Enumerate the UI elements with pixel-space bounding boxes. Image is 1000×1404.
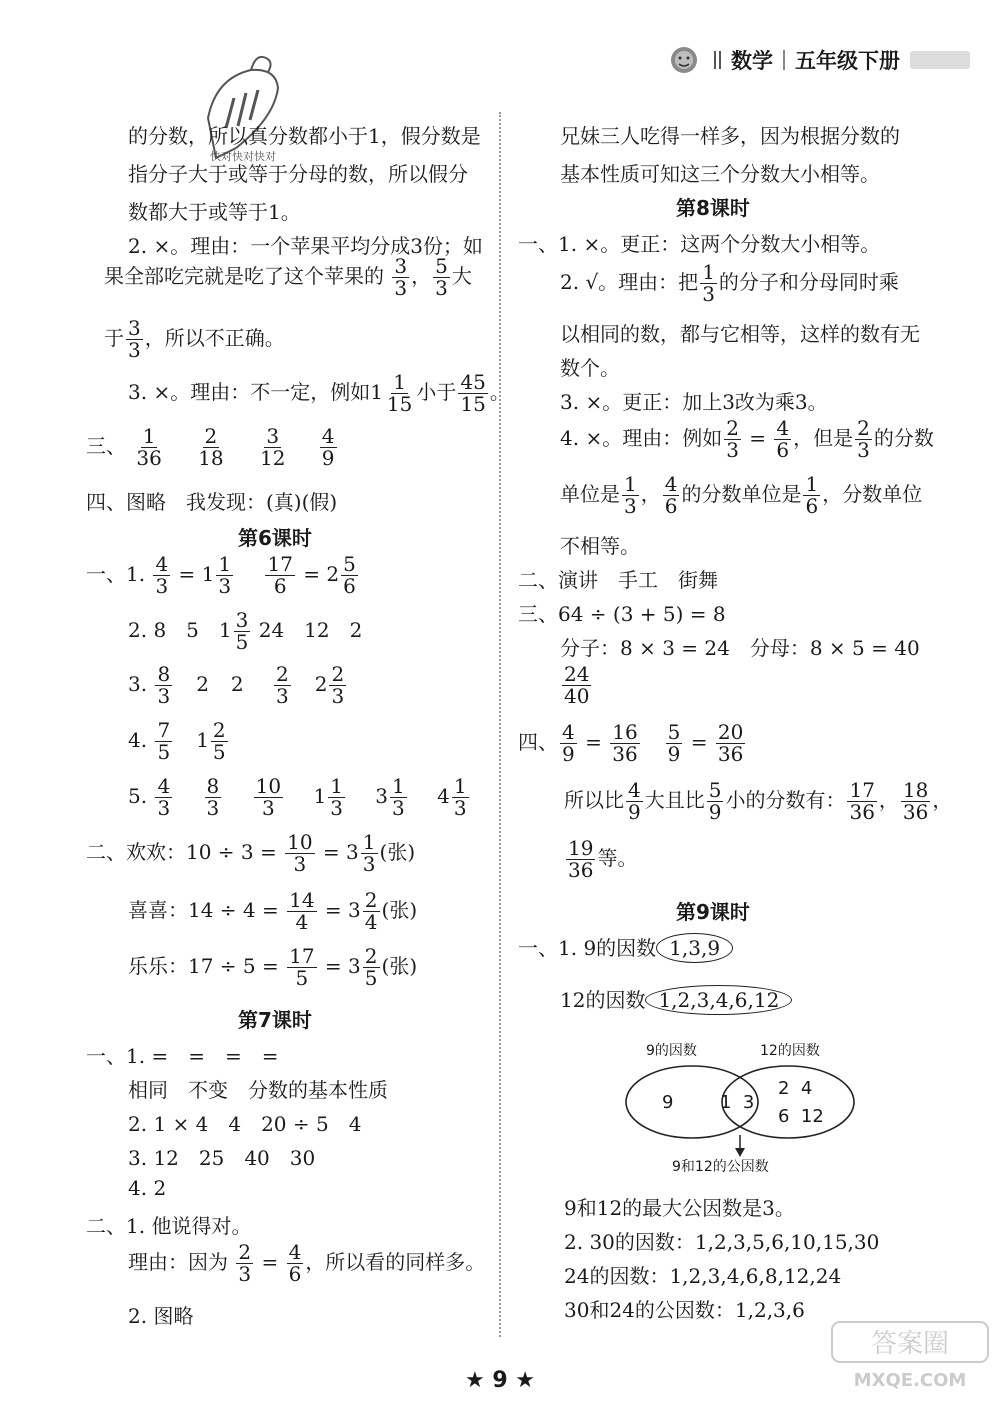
text: 3. ×。理由：不一定，例如1 bbox=[128, 380, 383, 404]
fraction: $\frac{20}{36}$ bbox=[717, 720, 744, 766]
fraction: $\frac{7}{5}$ bbox=[157, 718, 171, 764]
fraction: $\frac{4}{6}$ bbox=[288, 1240, 302, 1286]
text: 四、 bbox=[518, 730, 558, 754]
fraction: $\frac{3}{5}$ bbox=[235, 608, 249, 654]
factor-oval: 1,2,3,4,6,12 bbox=[645, 985, 792, 1015]
fraction: $\frac{1}{3}$ bbox=[702, 260, 715, 306]
fraction: $\frac{18}{36}$ bbox=[902, 778, 929, 824]
venn-right-label: 12的因数 bbox=[760, 1043, 820, 1059]
header-separator bbox=[783, 50, 785, 70]
text-line: 二、演讲 手工 街舞 bbox=[518, 568, 718, 592]
fraction: $\frac{19}{36}$ bbox=[568, 836, 594, 882]
fraction: $\frac{1}{3}$ bbox=[330, 774, 343, 820]
fraction: $\frac{2}{3}$ bbox=[276, 662, 289, 708]
text-line: 单位是 $\frac{1}{3}$ ， $\frac{4}{6}$ 的分数单位是 $\frac{1}{6}$ ，分数单位 bbox=[560, 472, 923, 518]
fraction: $\frac{17}{5}$ bbox=[289, 944, 315, 990]
text: 大且比 bbox=[644, 788, 705, 812]
text-line: 3. 12 25 40 30 bbox=[128, 1146, 316, 1170]
fraction: $\frac{3}{3}$ bbox=[394, 254, 408, 300]
text-line: 30和24的公因数：1,2,3,6 bbox=[564, 1298, 805, 1322]
fraction: $\frac{24}{40}$ bbox=[564, 662, 590, 708]
text: 小于 bbox=[416, 380, 457, 404]
venn-right-value: 6 12 bbox=[778, 1106, 824, 1127]
text: 5. bbox=[128, 784, 148, 808]
text: ，但是 bbox=[793, 426, 854, 450]
text-line bbox=[128, 610, 362, 653]
text: ，所以看的同样多。 bbox=[305, 1250, 486, 1274]
text-line: 二、1. 他说得对。 bbox=[86, 1214, 252, 1238]
text-line: 三、64 ÷ (3 + 5) = 8 bbox=[518, 602, 726, 626]
column-divider bbox=[499, 112, 501, 1337]
text-line: 4. 2 bbox=[128, 1176, 167, 1200]
header-bars-icon bbox=[714, 51, 721, 69]
text-line: 乐乐：17 ÷ 5 = $\frac{17}{5}$ = 3 $\frac{2}{5}$ (张) bbox=[128, 944, 418, 990]
fraction: $\frac{2}{3}$ bbox=[726, 416, 739, 462]
fraction: $\frac{1}{3}$ bbox=[392, 774, 405, 820]
fraction: $\frac{10}{3}$ bbox=[255, 774, 282, 820]
fraction: $\frac{5}{6}$ bbox=[343, 552, 356, 598]
text-line bbox=[86, 426, 339, 469]
fraction: $\frac{4}{6}$ bbox=[776, 416, 790, 462]
text-line: 指分子大于或等于分母的数，所以假分 bbox=[128, 162, 468, 186]
fraction: $\frac{4}{3}$ bbox=[157, 774, 171, 820]
section-title: 第7课时 bbox=[238, 1008, 312, 1032]
factor-oval: 1,3,9 bbox=[656, 933, 733, 963]
fraction: $\frac{1}{3}$ bbox=[624, 472, 637, 518]
fraction: $\frac{5}{9}$ bbox=[667, 720, 681, 766]
fraction: $\frac{2}{18}$ bbox=[198, 424, 224, 470]
text-line bbox=[518, 932, 733, 963]
cartoon-sun-icon bbox=[664, 40, 704, 80]
text-line bbox=[104, 318, 285, 361]
text: 三、 bbox=[86, 434, 126, 458]
fraction: $\frac{4}{9}$ bbox=[628, 778, 641, 824]
fraction: $\frac{8}{3}$ bbox=[157, 662, 171, 708]
fraction: $\frac{3}{12}$ bbox=[259, 424, 286, 470]
text-line: 不相等。 bbox=[560, 534, 640, 558]
text: 24 12 2 bbox=[258, 618, 363, 642]
text: ，所以不正确。 bbox=[144, 326, 285, 350]
fraction: $\frac{16}{36}$ bbox=[612, 720, 638, 766]
text: 喜喜：14 ÷ 4 = bbox=[128, 898, 279, 922]
fraction: $\frac{5}{9}$ bbox=[708, 778, 722, 824]
blurred-logo bbox=[910, 51, 970, 69]
fraction: $\frac{8}{3}$ bbox=[206, 774, 220, 820]
text-line: 喜喜：14 ÷ 4 = $\frac{14}{4}$ = 3 $\frac{2}{4}$ (张) bbox=[128, 888, 418, 934]
text: 果全部吃完就是吃了这个苹果的 bbox=[104, 264, 384, 288]
text-line: 3. ×。更正：加上3改为乘3。 bbox=[560, 390, 828, 414]
fraction: $\frac{2}{4}$ bbox=[364, 888, 378, 934]
fraction: $\frac{2}{5}$ bbox=[364, 944, 378, 990]
text-line: 2. ×。理由：一个苹果平均分成3份；如 bbox=[128, 234, 483, 258]
page-number: ★ 9 ★ bbox=[464, 1368, 536, 1393]
text: 的分数单位是 bbox=[681, 482, 802, 506]
text: 4. bbox=[128, 728, 148, 752]
text: 小的分数有： bbox=[725, 788, 846, 812]
text-line: 所以比 $\frac{4}{9}$ 大且比 $\frac{5}{9}$ 小的分数有： $\frac{17}{36}$ ， $\frac{18}{36}$ ， bbox=[564, 778, 953, 824]
text-line: 5. $\frac{4}{3}$ $\frac{8}{3}$ $\frac{10}{3}$ 1 $\frac{1}{3}$ 3 $\frac{1}{3}$ 4 $\frac{1}{3}$ bbox=[128, 774, 467, 820]
fraction: $\frac{1}{6}$ bbox=[805, 472, 819, 518]
fraction: $\frac{4}{3}$ bbox=[155, 552, 169, 598]
svg-text:MXQE.COM: MXQE.COM bbox=[853, 1370, 967, 1391]
fraction: $\frac{4}{6}$ bbox=[664, 472, 678, 518]
text: 的分子和分母同时乘 bbox=[718, 270, 899, 294]
fraction: $\frac{17}{36}$ bbox=[849, 778, 875, 824]
page-header bbox=[664, 40, 970, 80]
text-line bbox=[560, 262, 899, 305]
section-title: 第8课时 bbox=[676, 196, 750, 220]
venn-left-value: 9 bbox=[662, 1092, 674, 1113]
fraction: $\frac{2}{3}$ bbox=[238, 1240, 252, 1286]
fraction: $\frac{14}{4}$ bbox=[289, 888, 315, 934]
text-line: 一、1. $\frac{4}{3}$ = 1 $\frac{1}{3}$ $\frac{17}{6}$ = 2 $\frac{5}{6}$ bbox=[86, 552, 356, 598]
text: 所以比 bbox=[564, 788, 624, 812]
text-line: 分子：8 × 3 = 24 分母：8 × 5 = 40 bbox=[560, 636, 920, 660]
fraction: $\frac{45}{15}$ bbox=[460, 370, 486, 416]
text-line: 一、1. = = = = bbox=[86, 1044, 279, 1068]
venn-right-value: 2 4 bbox=[778, 1078, 813, 1099]
doodle-text: 快对快对快对 bbox=[210, 150, 276, 163]
fraction: $\frac{3}{3}$ bbox=[128, 316, 141, 362]
grade-label: 五年级下册 bbox=[795, 49, 900, 73]
text-line: 果全部吃完就是吃了这个苹果的 $\frac{3}{3}$ ， $\frac{5}{3}$ 大 bbox=[104, 254, 472, 300]
text-line bbox=[560, 664, 593, 707]
text-line: 4. $\frac{7}{5}$ 1 $\frac{2}{5}$ bbox=[128, 718, 226, 764]
text-line: 兄妹三人吃得一样多，因为根据分数的 bbox=[560, 124, 900, 148]
text-line: 理由：因为 $\frac{2}{3}$ = $\frac{4}{6}$ ，所以看的同样多。 bbox=[128, 1240, 486, 1286]
fraction: $\frac{4}{9}$ bbox=[321, 424, 335, 470]
fraction: $\frac{5}{3}$ bbox=[435, 254, 448, 300]
text: 单位是 bbox=[560, 482, 620, 506]
text-line: 相同 不变 分数的基本性质 bbox=[128, 1078, 388, 1102]
fraction: $\frac{1}{3}$ bbox=[362, 830, 376, 876]
text: 于 bbox=[104, 326, 124, 350]
section-title: 第9课时 bbox=[676, 900, 750, 924]
text-line: 的分数，所以真分数都小于1，假分数是 bbox=[128, 124, 481, 148]
fraction: $\frac{2}{5}$ bbox=[212, 718, 226, 764]
text: 2. √。理由：把 bbox=[560, 270, 699, 294]
text-line: 4. ×。理由：例如 $\frac{2}{3}$ = $\frac{4}{6}$ ，但是 $\frac{2}{3}$ 的分数 bbox=[560, 416, 934, 462]
text-line: 9和12的最大公因数是3。 bbox=[564, 1196, 795, 1220]
text: 理由：因为 bbox=[128, 1250, 228, 1274]
svg-text:答案圈: 答案圈 bbox=[870, 1329, 950, 1359]
text-line: 2. 图略 bbox=[128, 1304, 194, 1328]
venn-diagram bbox=[612, 1040, 872, 1180]
text-line: 四、 $\frac{4}{9}$ = $\frac{16}{36}$ $\frac{5}{9}$ = $\frac{20}{36}$ bbox=[518, 720, 744, 766]
venn-left-label: 9的因数 bbox=[646, 1043, 697, 1059]
text: 一、1. bbox=[86, 562, 146, 586]
fraction: $\frac{1}{3}$ bbox=[453, 774, 467, 820]
text: 二、欢欢：10 ÷ 3 = bbox=[86, 840, 277, 864]
text-line: 一、1. ×。更正：这两个分数大小相等。 bbox=[518, 232, 881, 256]
subject-label: 数学 bbox=[731, 49, 773, 73]
text-line bbox=[128, 372, 510, 415]
text: (张) bbox=[381, 898, 418, 922]
text-line: 2. 1 × 4 4 20 ÷ 5 4 bbox=[128, 1112, 362, 1136]
text: 的分数 bbox=[873, 426, 934, 450]
text-line: 数都大于或等于1。 bbox=[128, 200, 301, 224]
text-line bbox=[560, 984, 792, 1015]
fraction: $\frac{1}{36}$ bbox=[136, 424, 162, 470]
text: 4. ×。理由：例如 bbox=[560, 426, 723, 450]
text-line: 二、欢欢：10 ÷ 3 = $\frac{10}{3}$ = 3 $\frac{1}{3}$ (张) bbox=[86, 830, 416, 876]
text-line: 数个。 bbox=[560, 356, 620, 380]
text-line: 以相同的数，都与它相等，这样的数有无 bbox=[560, 322, 920, 346]
text: 大 bbox=[451, 264, 472, 288]
text: (张) bbox=[379, 840, 416, 864]
text: 3. bbox=[128, 672, 148, 696]
watermark-logo bbox=[830, 1320, 990, 1392]
fraction: $\frac{2}{3}$ bbox=[331, 662, 345, 708]
fraction: $\frac{2}{3}$ bbox=[857, 416, 870, 462]
fraction: $\frac{17}{6}$ bbox=[267, 552, 293, 598]
text: 。 bbox=[489, 380, 510, 404]
fraction: $\frac{4}{9}$ bbox=[562, 720, 575, 766]
text-line: 24的因数：1,2,3,4,6,8,12,24 bbox=[564, 1264, 842, 1288]
text-line: 四、图略 我发现：(真)(假) bbox=[86, 490, 338, 514]
fraction: $\frac{1}{3}$ bbox=[218, 552, 232, 598]
venn-middle-value: 1 3 bbox=[720, 1092, 755, 1113]
section-title: 第6课时 bbox=[238, 526, 312, 550]
fraction: $\frac{1}{15}$ bbox=[386, 370, 413, 416]
text: 2. 8 5 1 bbox=[128, 618, 232, 642]
text: 12的因数 bbox=[560, 988, 646, 1012]
text: 一、1. 9的因数 bbox=[518, 936, 657, 960]
text: 乐乐：17 ÷ 5 = bbox=[128, 954, 279, 978]
text-line: 3. $\frac{8}{3}$ 2 2 $\frac{2}{3}$ 2 $\frac{2}{3}$ bbox=[128, 662, 345, 708]
text: (张) bbox=[381, 954, 418, 978]
fraction: $\frac{10}{3}$ bbox=[287, 830, 313, 876]
text-line: 基本性质可知这三个分数大小相等。 bbox=[560, 162, 880, 186]
text: ，分数单位 bbox=[822, 482, 923, 506]
text-line: 2. 30的因数：1,2,3,5,6,10,15,30 bbox=[564, 1230, 880, 1254]
text-line bbox=[564, 838, 637, 881]
text: 等。 bbox=[597, 846, 638, 870]
venn-bottom-label: 9和12的公因数 bbox=[672, 1159, 769, 1175]
